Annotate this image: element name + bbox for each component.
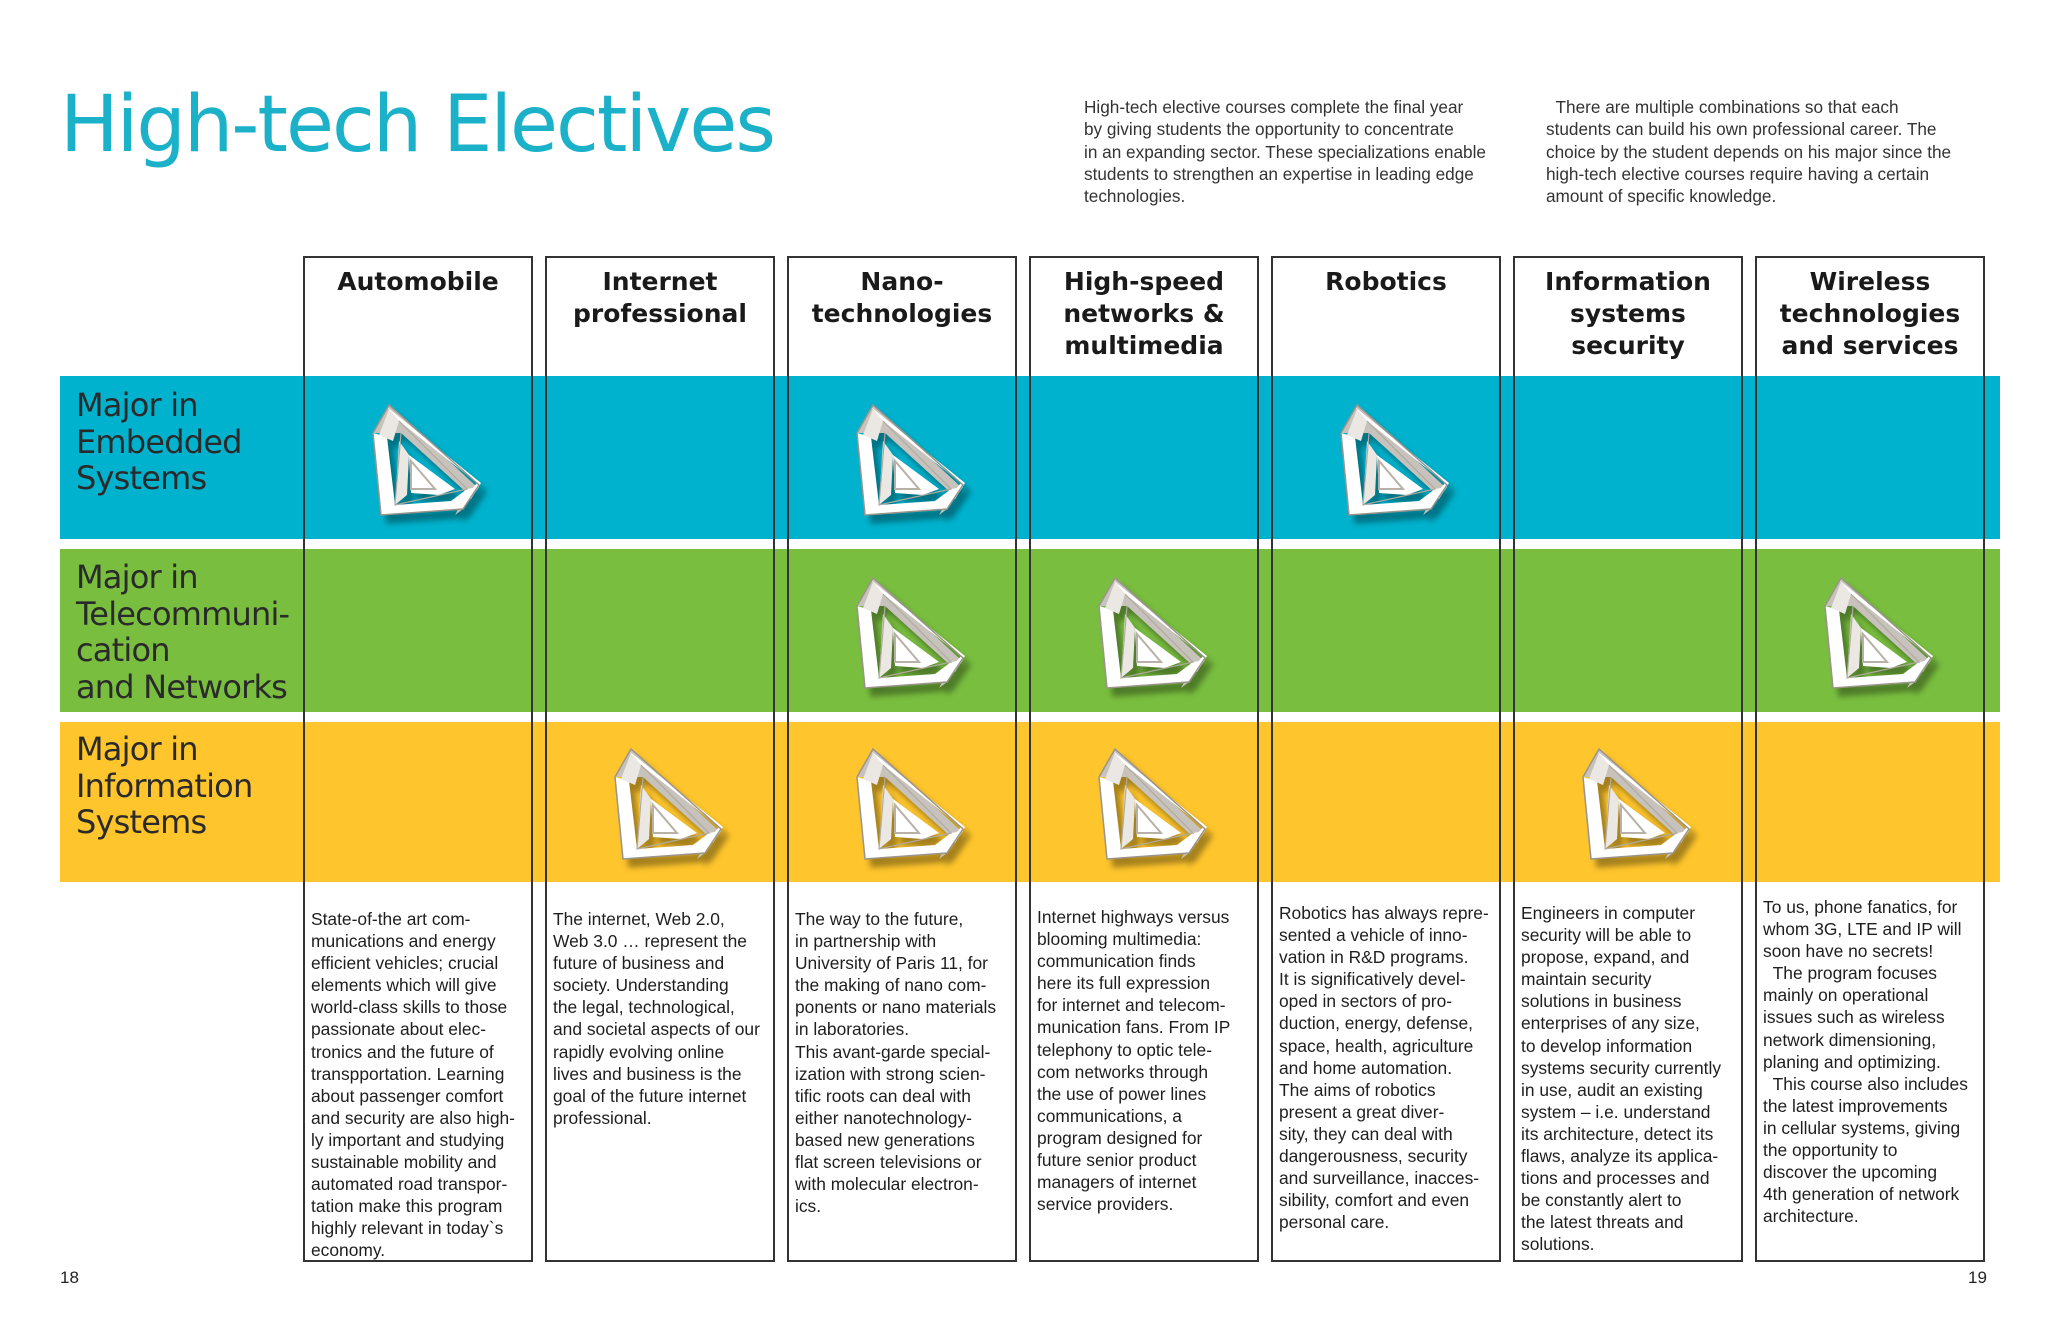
desc-line: system – i.e. understand: [1521, 1101, 1711, 1122]
elective-heading: [1031, 266, 1257, 362]
desc-line: and home automation.: [1279, 1057, 1453, 1078]
intro-line: amount of specific knowledge.: [1546, 186, 1777, 207]
desc-line: and surveillance, inacces-: [1279, 1168, 1480, 1189]
desc-line: tions and processes and: [1521, 1168, 1710, 1189]
heading-line: networks &: [1063, 299, 1225, 328]
penrose-triangle-icon: [1811, 570, 1941, 700]
desc-line: solutions in business: [1521, 991, 1682, 1012]
penrose-triangle-icon: [1327, 397, 1457, 527]
desc-line: com networks through: [1037, 1061, 1209, 1082]
desc-line: and societal aspects of our: [553, 1019, 760, 1040]
desc-line: with molecular electron-: [795, 1174, 979, 1195]
desc-line: in use, audit an existing: [1521, 1079, 1703, 1100]
intro-paragraph-1: [1084, 96, 1504, 207]
desc-line: future of business and: [553, 953, 725, 974]
intro-line: There are multiple combinations so that each: [1546, 97, 1899, 117]
penrose-triangle-icon: [843, 570, 973, 700]
desc-line: Robotics has always repre-: [1279, 903, 1489, 923]
heading-line: technologies: [1779, 299, 1961, 328]
desc-line: in laboratories.: [795, 1019, 910, 1040]
heading-line: professional: [573, 299, 747, 328]
elective-column-wireless-technologies: [1755, 256, 1985, 1262]
penrose-triangle-icon: [601, 741, 731, 871]
desc-line: its architecture, detect its: [1521, 1123, 1714, 1144]
desc-line: vation in R&D programs.: [1279, 947, 1469, 968]
intro-paragraph-2: [1546, 96, 1994, 207]
desc-line: To us, phone fanatics, for: [1763, 897, 1958, 917]
desc-line: The internet, Web 2.0,: [553, 909, 725, 929]
desc-line: passionate about elec-: [311, 1019, 486, 1040]
intro-line: technologies.: [1084, 186, 1186, 207]
desc-line: the use of power lines: [1037, 1083, 1207, 1104]
major-label-embedded: [76, 387, 242, 497]
desc-line: present a great diver-: [1279, 1101, 1445, 1122]
desc-line: Web 3.0 … represent the: [553, 931, 747, 952]
heading-line: multimedia: [1064, 331, 1224, 360]
desc-line: flaws, analyze its applica-: [1521, 1146, 1719, 1167]
desc-line: 4th generation of network: [1763, 1184, 1960, 1205]
desc-line: economy.: [311, 1240, 386, 1261]
elective-heading: [789, 266, 1015, 330]
major-label-line: Information: [76, 766, 253, 805]
major-label-line: cation: [76, 631, 170, 669]
desc-line: sented a vehicle of inno-: [1279, 925, 1468, 946]
desc-line: This course also includes: [1763, 1073, 1968, 1094]
desc-line: security will be able to: [1521, 925, 1692, 946]
penrose-triangle-icon: [1569, 741, 1699, 871]
heading-line: and services: [1781, 331, 1959, 360]
intro-line: high-tech elective courses require having a certain: [1546, 163, 1930, 184]
desc-line: tation make this program: [311, 1196, 503, 1217]
desc-line: soon have no secrets!: [1763, 941, 1934, 962]
heading-line: High-speed: [1063, 267, 1225, 296]
desc-line: about passenger comfort: [311, 1085, 504, 1106]
elective-heading: [1273, 266, 1499, 298]
heading-line: Robotics: [1325, 267, 1447, 296]
intro-line: in an expanding sector. These specializations enable: [1084, 141, 1486, 162]
desc-line: University of Paris 11, for: [795, 953, 988, 974]
desc-line: planing and optimizing.: [1763, 1051, 1941, 1072]
desc-line: maintain security: [1521, 969, 1652, 990]
desc-line: dangerousness, security: [1279, 1146, 1468, 1167]
desc-line: duction, energy, defense,: [1279, 1013, 1474, 1034]
penrose-triangle-icon: [1085, 741, 1215, 871]
major-label-line: Telecommuni-: [76, 594, 290, 633]
elective-description: [1279, 902, 1493, 1233]
desc-line: The program focuses: [1763, 963, 1937, 984]
desc-line: here its full expression: [1037, 973, 1211, 994]
desc-line: and security are also high-: [311, 1107, 515, 1128]
intro-line: High-tech elective courses complete the final year: [1084, 97, 1464, 117]
desc-line: blooming multimedia:: [1037, 929, 1202, 950]
heading-line: security: [1571, 331, 1685, 360]
elective-description: [1521, 902, 1735, 1256]
penrose-triangle-icon: [1085, 570, 1215, 700]
elective-heading: [547, 266, 773, 330]
penrose-triangle-icon: [843, 741, 973, 871]
desc-line: the legal, technological,: [553, 997, 735, 1018]
intro-line: by giving students the opportunity to concentrate: [1084, 119, 1454, 140]
desc-line: whom 3G, LTE and IP will: [1763, 919, 1962, 940]
desc-line: tific roots can deal with: [795, 1085, 971, 1106]
desc-line: transpportation. Learning: [311, 1063, 505, 1084]
desc-line: propose, expand, and: [1521, 947, 1690, 968]
desc-line: enterprises of any size,: [1521, 1013, 1700, 1034]
desc-line: service providers.: [1037, 1194, 1174, 1215]
desc-line: ization with strong scien-: [795, 1063, 986, 1084]
desc-line: goal of the future internet: [553, 1085, 747, 1106]
intro-line: students to strengthen an expertise in leading edge: [1084, 163, 1474, 184]
heading-line: Internet: [602, 267, 718, 296]
page-number-right: 19: [1968, 1268, 1987, 1287]
desc-line: communication finds: [1037, 951, 1196, 972]
desc-line: for internet and telecom-: [1037, 995, 1226, 1016]
heading-line: technologies: [811, 299, 993, 328]
heading-line: Information: [1545, 267, 1711, 296]
desc-line: elements which will give: [311, 975, 497, 996]
desc-line: automated road transpor-: [311, 1174, 508, 1195]
desc-line: future senior product: [1037, 1150, 1197, 1171]
desc-line: in cellular systems, giving: [1763, 1117, 1961, 1138]
major-label-line: Systems: [76, 803, 207, 841]
desc-line: issues such as wireless: [1763, 1007, 1945, 1028]
desc-line: oped in sectors of pro-: [1279, 991, 1453, 1012]
desc-line: The aims of robotics: [1279, 1079, 1436, 1100]
desc-line: lives and business is the: [553, 1063, 742, 1084]
heading-line: systems: [1570, 299, 1686, 328]
desc-line: telephony to optic tele-: [1037, 1039, 1212, 1060]
desc-line: architecture.: [1763, 1206, 1859, 1227]
desc-line: munications and energy: [311, 931, 496, 952]
major-label-line: Embedded: [76, 422, 242, 461]
elective-description: [311, 908, 525, 1262]
desc-line: sibility, comfort and even: [1279, 1190, 1470, 1211]
major-label-line: Major in: [76, 386, 198, 424]
penrose-triangle-icon: [359, 397, 489, 527]
major-label-line: and Networks: [76, 667, 288, 706]
desc-line: mainly on operational: [1763, 985, 1929, 1006]
heading-line: Wireless: [1809, 267, 1931, 296]
desc-line: professional.: [553, 1107, 652, 1128]
desc-line: rapidly evolving online: [553, 1041, 725, 1062]
desc-line: world-class skills to those: [311, 997, 508, 1018]
desc-line: based new generations: [795, 1129, 975, 1150]
page-number-left: 18: [60, 1268, 79, 1287]
desc-line: the latest threats and: [1521, 1212, 1684, 1233]
desc-line: sity, they can deal with: [1279, 1123, 1453, 1144]
desc-line: Internet highways versus: [1037, 907, 1230, 927]
desc-line: personal care.: [1279, 1212, 1390, 1233]
elective-description: [1037, 906, 1251, 1215]
desc-line: efficient vehicles; crucial: [311, 953, 499, 974]
desc-line: The way to the future,: [795, 909, 964, 929]
desc-line: discover the upcoming: [1763, 1162, 1937, 1183]
intro-line: choice by the student depends on his major since the: [1546, 141, 1952, 162]
page-title: High-tech Electives: [60, 80, 774, 170]
desc-line: network dimensioning,: [1763, 1029, 1937, 1050]
elective-heading: [1515, 266, 1741, 362]
desc-line: either nanotechnology-: [795, 1107, 972, 1128]
desc-line: This avant-garde special-: [795, 1041, 991, 1062]
desc-line: society. Understanding: [553, 975, 729, 996]
desc-line: Engineers in computer: [1521, 903, 1695, 923]
desc-line: solutions.: [1521, 1234, 1595, 1255]
desc-line: systems security currently: [1521, 1057, 1722, 1078]
desc-line: ics.: [795, 1196, 822, 1217]
elective-description: [795, 908, 1009, 1217]
desc-line: the making of nano com-: [795, 975, 987, 996]
desc-line: tronics and the future of: [311, 1041, 494, 1062]
desc-line: ly important and studying: [311, 1129, 505, 1150]
major-label-telecom: [76, 559, 289, 705]
intro-line: students can build his own professional career. The: [1546, 119, 1937, 140]
heading-line: Automobile: [337, 267, 499, 296]
desc-line: It is significatively devel-: [1279, 969, 1466, 990]
elective-heading: [305, 266, 531, 298]
desc-line: highly relevant in today`s: [311, 1218, 504, 1239]
major-label-line: Major in: [76, 558, 198, 596]
desc-line: sustainable mobility and: [311, 1152, 497, 1173]
desc-line: communications, a: [1037, 1105, 1182, 1126]
desc-line: munication fans. From IP: [1037, 1017, 1231, 1038]
heading-line: Nano-: [860, 267, 944, 296]
desc-line: ponents or nano materials: [795, 997, 997, 1018]
elective-description: [553, 908, 767, 1129]
desc-line: in partnership with: [795, 931, 937, 952]
elective-description: [1763, 896, 1977, 1227]
major-label-information: [76, 731, 252, 841]
desc-line: space, health, agriculture: [1279, 1035, 1474, 1056]
desc-line: flat screen televisions or: [795, 1152, 982, 1173]
desc-line: managers of internet: [1037, 1172, 1197, 1193]
desc-line: to develop information: [1521, 1035, 1693, 1056]
desc-line: State-of-the art com-: [311, 909, 471, 929]
elective-heading: [1757, 266, 1983, 362]
major-label-line: Major in: [76, 730, 198, 768]
desc-line: program designed for: [1037, 1127, 1203, 1148]
desc-line: the opportunity to: [1763, 1140, 1898, 1161]
penrose-triangle-icon: [843, 397, 973, 527]
desc-line: the latest improvements: [1763, 1095, 1948, 1116]
major-label-line: Systems: [76, 459, 207, 497]
desc-line: be constantly alert to: [1521, 1190, 1682, 1211]
